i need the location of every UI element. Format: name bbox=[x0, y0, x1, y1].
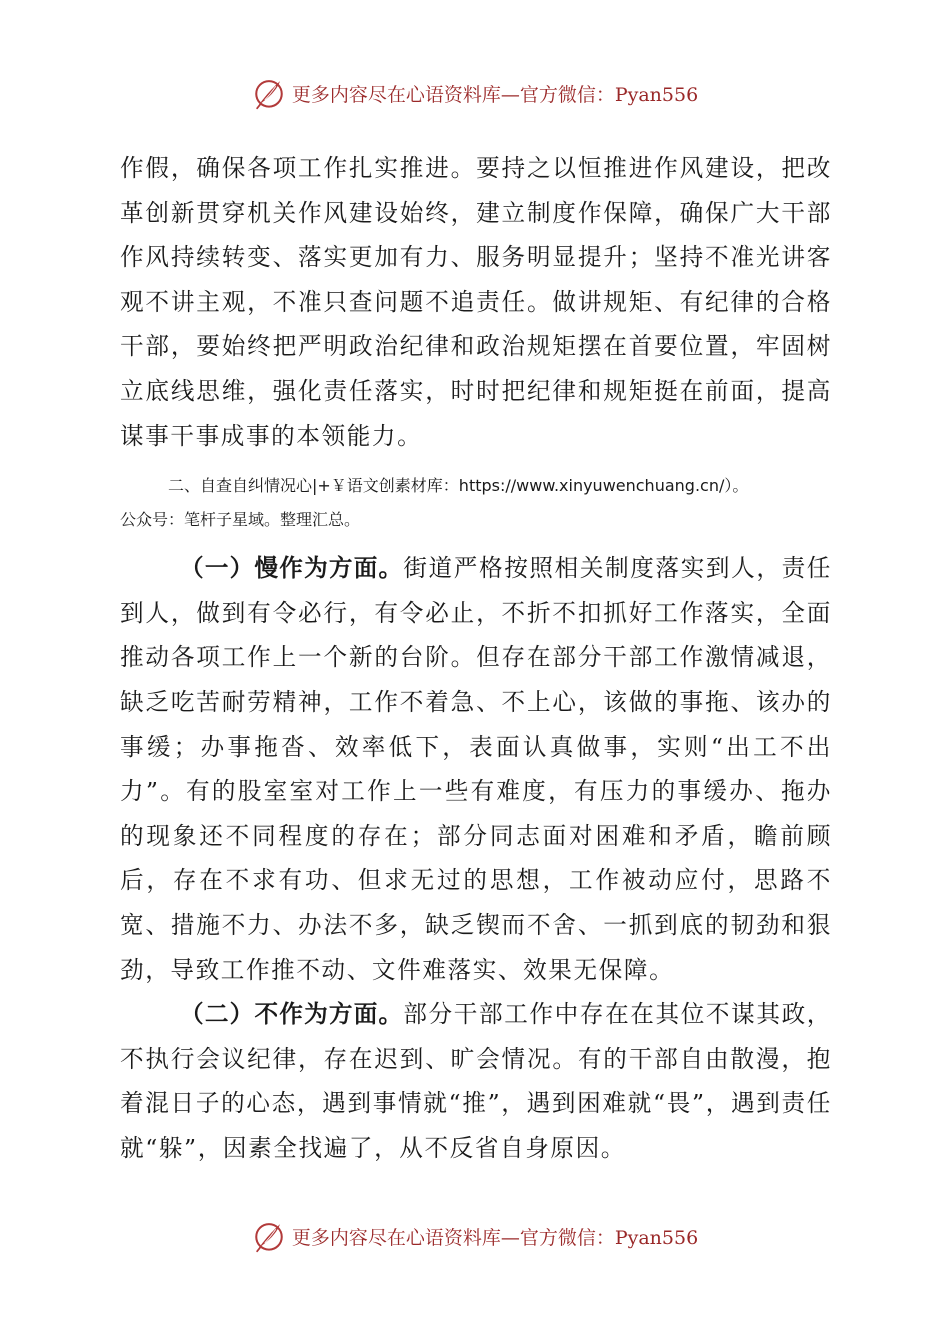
section-heading-self-check: 二、自查自纠情况心|+￥语文创素材库：https://www.xinyuwenchuang.cn/）。 bbox=[168, 476, 749, 496]
slow-action-body: 街道严格按照相关制度落实到人，责任到人，做到有令必行，有令必止，不折不扣抓好工作落实，全面推动各项工作上一个新的台阶。但存在部分干部工作激情减退，缺乏吃苦耐劳精神，工作不着急、不上心，该做的事拖、该办的事缓；办事拖沓、效率低下，表面认真做事，实则“出工不出力”。有的股室室对工作上一些有难度，有压力的事缓办、拖办的现象还不同程度的存在；部分同志面对困难和矛盾，瞻前顾后，存在不求有功、但求无过的思想，工作被动应付，思路不宽、措施不力、办法不多，缺乏锲而不舍、一抓到底的韧劲和狠劲，导致工作推不动、文件难落实、效果无保障。 bbox=[120, 554, 832, 984]
paragraph-no-action bbox=[120, 992, 832, 1170]
quill-pen-logo-icon bbox=[252, 1219, 286, 1253]
no-action-heading: （二）不作为方面。 bbox=[180, 1000, 404, 1029]
footer-banner bbox=[0, 1214, 950, 1258]
source-note: 公众号：笔杆子星域。整理汇总。 bbox=[120, 510, 361, 530]
footer-banner-text: 更多内容尽在心语资料库—官方微信：Pyan556 bbox=[291, 1226, 699, 1249]
header-banner-text: 更多内容尽在心语资料库—官方微信：Pyan556 bbox=[291, 83, 699, 106]
header-banner bbox=[0, 71, 950, 115]
document-body bbox=[120, 146, 832, 1170]
slow-action-heading: （一）慢作为方面。 bbox=[180, 554, 404, 583]
no-action-body: 部分干部工作中存在在其位不谋其政，不执行会议纪律，存在迟到、旷会情况。有的干部自由散漫，抱着混日子的心态，遇到事情就“推”，遇到困难就“畏”，遇到责任就“躲”，因素全找遍了，从不反省自身原因。 bbox=[120, 1000, 832, 1162]
paragraph-work-style: 作假，确保各项工作扎实推进。要持之以恒推进作风建设，把改革创新贯穿机关作风建设始终，建立制度作保障，确保广大干部作风持续转变、落实更加有力、服务明显提升；坚持不准光讲客观不讲主观，不准只查问题不追责任。做讲规矩、有纪律的合格干部，要始终把严明政治纪律和政治规矩摆在首要位置，牢固树立底线思维，强化责任落实，时时把纪律和规矩挺在前面，提高谋事干事成事的本领能力。 bbox=[120, 154, 832, 450]
paragraph-slow-action bbox=[120, 546, 832, 992]
quill-pen-logo-icon bbox=[252, 76, 286, 110]
